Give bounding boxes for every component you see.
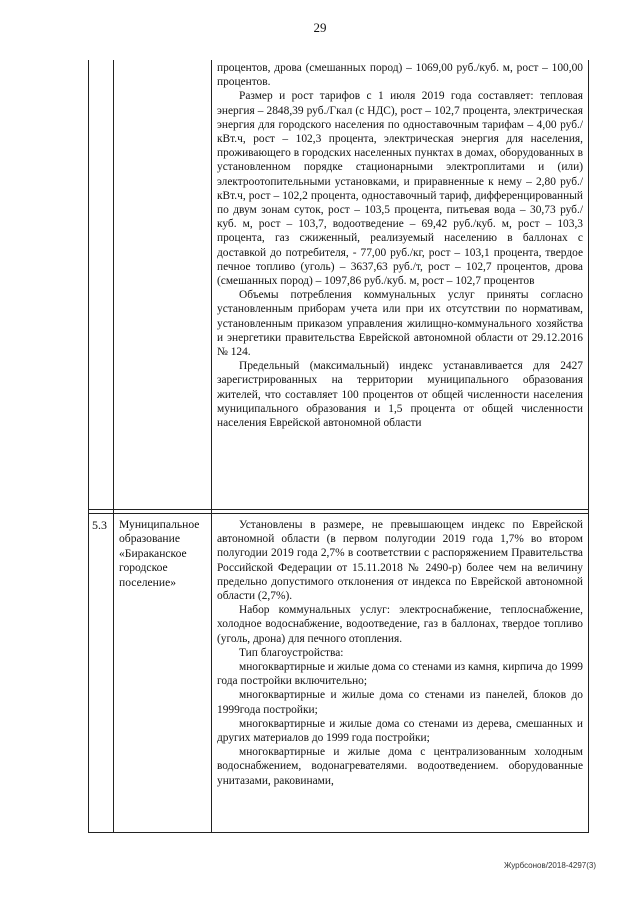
paragraph: Размер и рост тарифов с 1 июля 2019 года составляет: тепловая энергия – 2848,39 руб./Гкал (с НДС), рост – 102,7 процента, электрическая энергия для городского населения по одноставочным тарифам – 4,00 руб./кВт.ч, рост – 102,3 процента, электрическая энергия для населения, проживающего в городских населенных пунктах в домах, оборудованных в установленном порядке стационарными электроплитами и (или) электроотопительными установками, и приравненные к нему – 2,80 руб./кВт.ч, рост – 102,2 процента, одноставочный тариф, дифференцированный по двум зонам суток, рост – 103,5 процента, питьевая вода – 30,73 руб./куб. м, рост – 103,7, водоотведение – 69,42 руб./куб. м, рост – 103,3 процента, газ сжиженный, реализуемый населению в баллонах с доставкой до потребителя, - 77,00 руб./кг, рост – 103,1 процента, твердое печное топливо (уголь) – 3637,63 руб./т, рост – 102,7 процентов, дрова (смешанных пород) – 1097,86 руб./куб. м, рост – 102,7 процентов [217,90,583,288]
row-number: 5.3 [92,518,107,532]
municipality-line: городское [119,561,168,575]
paragraph: многоквартирные и жилые дома со стенами из камня, кирпича до 1999 года постройки включительно; [217,661,583,688]
municipality-line: «Бираканское [119,546,187,560]
paragraph: Предельный (максимальный) индекс устанавливается для 2427 зарегистрированных на территории муниципального образования жителей, что составляет 100 процентов от общей численности населения муниципального образования и 1,5 процента от общей численности населения Еврейской автономной области [217,360,583,430]
page-number: 29 [313,20,327,35]
paragraph: Установлены в размере, не превышающем индекс по Еврейской автономной области (в первом полугодии 2019 года 1,7% во втором полугодии 2019 года 2,7% в соответствии с распоряжением Правительства Российской Федерации от 15.11.2018 № 2490-р) более чем на величину предельно допустимого отклонения от индекса по Еврейской автономной области (2,7%). [217,519,583,603]
row-divider [89,513,588,514]
municipality-name [119,518,215,590]
document-table [88,60,589,833]
paragraph: многоквартирные и жилые дома со стенами из панелей, блоков до 1999года постройки; [217,689,583,716]
row-1-content [217,61,583,430]
footer-code: Журбсонов/2018-4297(3) [503,861,596,870]
municipality-line: Муниципальное [119,518,200,531]
paragraph: Набор коммунальных услуг: электроснабжение, теплоснабжение, холодное водоснабжение, водоотведение, газ в баллонах, твердое топливо (уголь, дрона) для печного отопления. [217,604,583,645]
row-divider [89,509,588,510]
municipality-line: образование [119,532,180,546]
paragraph: Тип благоустройства: [239,646,344,659]
column-divider [211,60,212,833]
row-2-content [217,518,583,788]
paragraph: Объемы потребления коммунальных услуг приняты согласно установленным приборам учета или при их отсутствии по нормативам, установленным приказом управления жилищно-коммунального хозяйства и энергетики правительства Еврейской автономной области от 29.12.2016 № 124. [217,289,583,359]
paragraph: процентов, дрова (смешанных пород) – 1069,00 руб./куб. м, рост – 100,00 процентов. [217,62,583,89]
municipality-line: поселение» [119,575,177,589]
paragraph: многоквартирные и жилые дома со стенами из дерева, смешанных и других материалов до 1999 года постройки; [217,717,583,745]
paragraph: многоквартирные и жилые дома с централизованным холодным водоснабжением, водонагревателями. водоотведением. оборудованные унитазами, раковинами, [217,746,583,787]
column-divider [113,60,114,833]
